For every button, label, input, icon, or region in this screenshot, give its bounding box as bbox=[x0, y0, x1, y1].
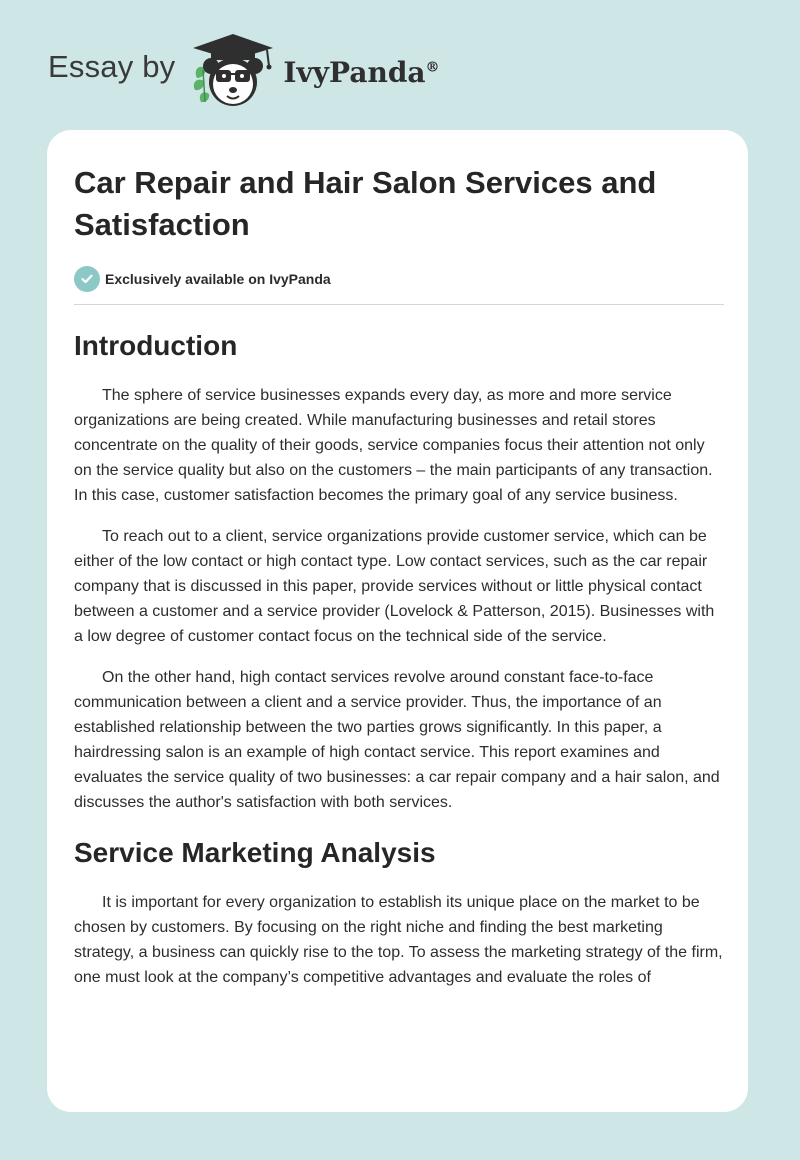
paragraph: To reach out to a client, service organizations provide customer service, which can be either of the low contact or high contact type. Low contact services, such as the car repair company that is discussed in this paper, provide services without or little physical contact between a customer and a service provider (Lovelock & Patterson, 2015). Businesses with a low degree of customer contact focus on the technical side of the service. bbox=[74, 528, 715, 645]
paragraph: On the other hand, high contact services revolve around constant face-to-face communication between a client and a service provider. Thus, the importance of an established relationship between the two parties grows significantly. In this paper, a hairdressing salon is an example of high contact service. This report examines and evaluates the service quality of two businesses: a car repair company and a hair salon, and discusses the author's satisfaction with both services. bbox=[74, 669, 720, 811]
paragraph: The sphere of service businesses expands every day, as more and more service organizations are being created. While manufacturing businesses and retail stores concentrate on the quality of their goods, service companies focus their attention not only on the service quality but also on the customers – the main participants of any transaction. In this case, customer satisfaction becomes the primary goal of any service business. bbox=[74, 387, 713, 504]
essay-content bbox=[74, 162, 724, 990]
essay-title: Car Repair and Hair Salon Services and Satisfaction bbox=[74, 165, 657, 242]
paragraph: It is important for every organization to establish its unique place on the market to be chosen by customers. By focusing on the right niche and finding the best marketing strategy, a business can quickly rise to the top. To assess the marketing strategy of the firm, one must look at the company’s competitive advantages and evaluate the roles of bbox=[74, 894, 723, 986]
brand-name[interactable] bbox=[283, 56, 439, 89]
site-header bbox=[48, 30, 440, 110]
registered-mark: ® bbox=[425, 59, 440, 76]
exclusive-badge bbox=[74, 266, 724, 292]
badge-text: Exclusively available on IvyPanda bbox=[105, 271, 331, 287]
title-divider bbox=[74, 304, 724, 305]
section-heading-service-marketing-analysis: Service Marketing Analysis bbox=[74, 837, 436, 868]
section-heading-introduction: Introduction bbox=[74, 330, 238, 361]
essay-card bbox=[47, 130, 748, 1112]
check-icon bbox=[74, 266, 100, 292]
ivypanda-logo-icon[interactable] bbox=[189, 30, 277, 110]
essay-by-label: Essay by bbox=[48, 49, 176, 84]
brand-text: IvyPanda bbox=[283, 55, 426, 89]
